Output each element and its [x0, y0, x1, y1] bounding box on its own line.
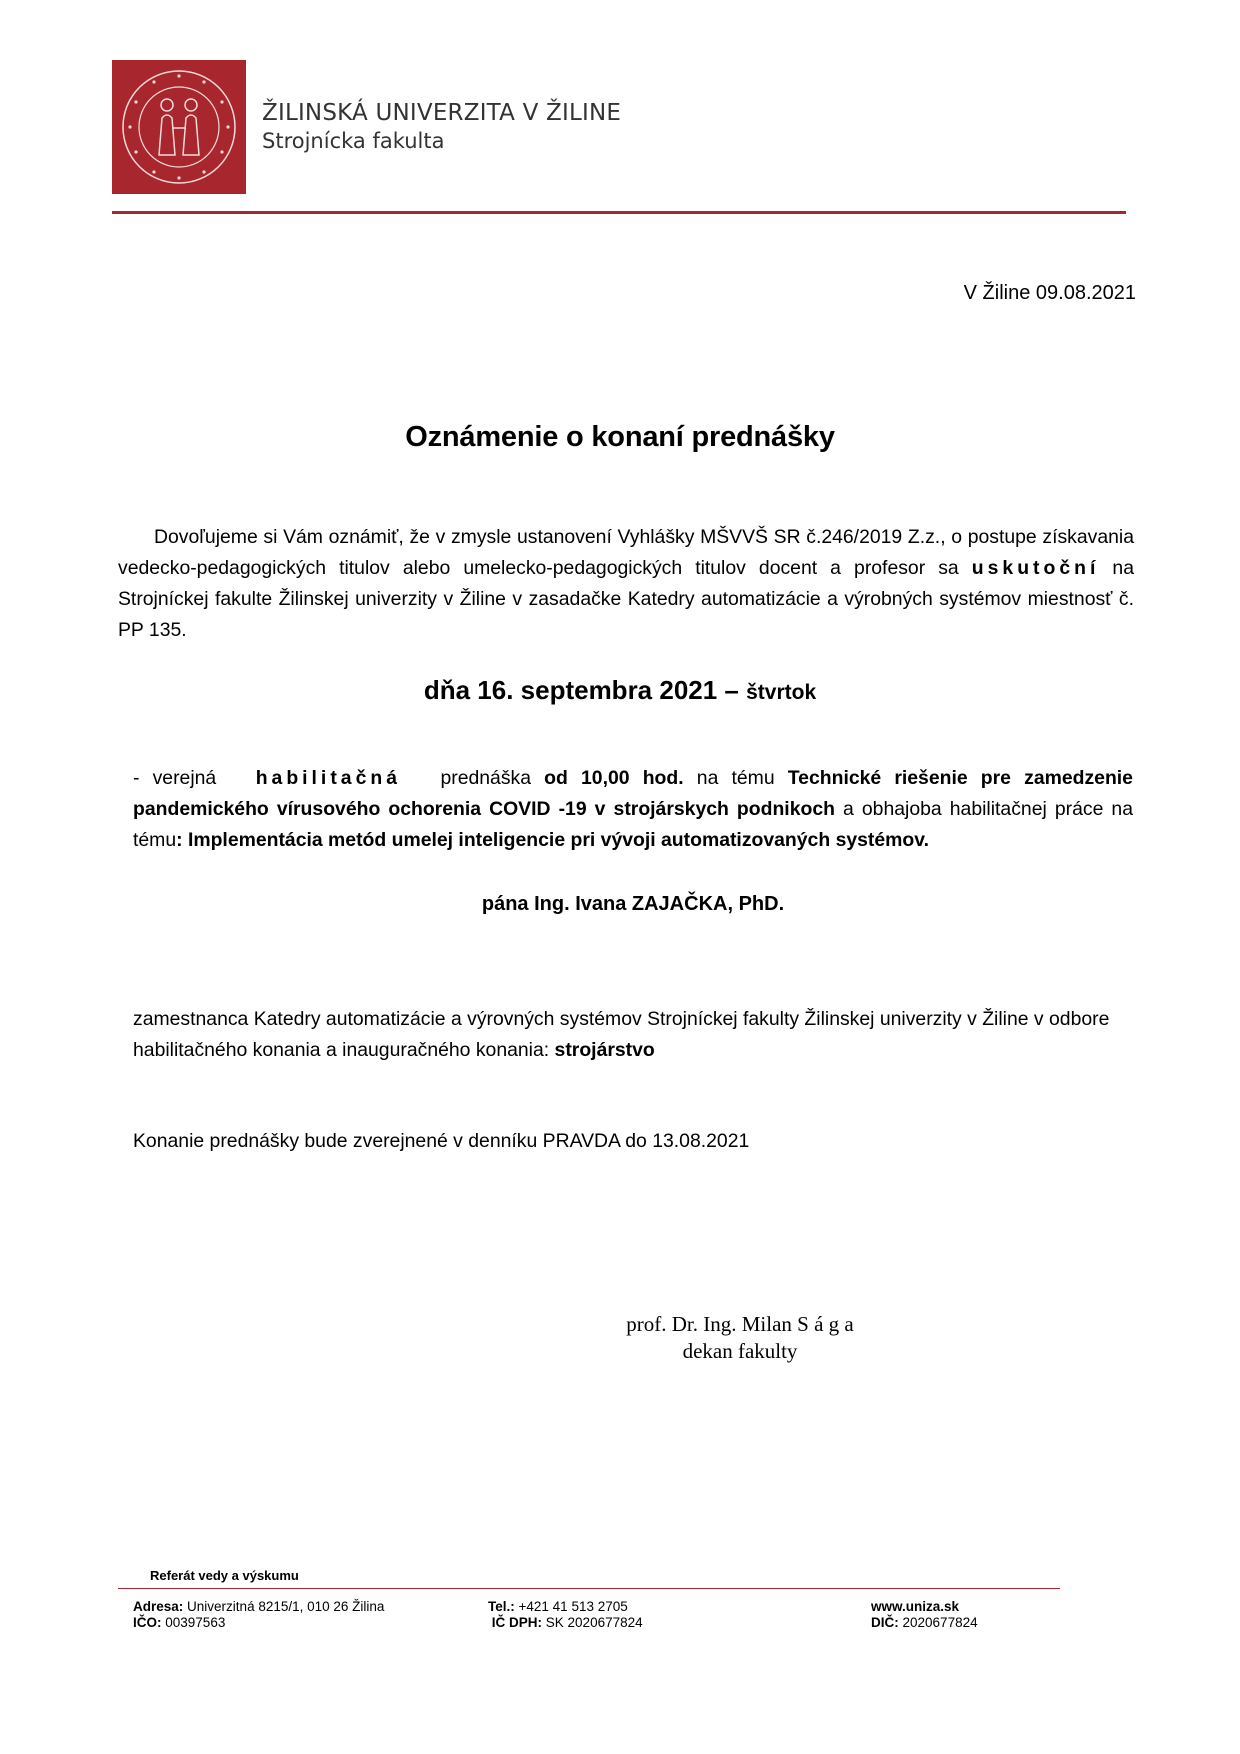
intro-part2: na Strojníckej fakulte Žilinskej univerzity v Žiline v zasadačke Katedry automatizácie a výrobných systémov miestnosť č. PP 135.	[118, 557, 1134, 641]
faculty-name: Strojnícka fakulta	[262, 129, 445, 153]
defense-topic: : Implementácia metód umelej inteligencie pri vývoji automatizovaných systémov.	[176, 829, 929, 851]
document-title: Oznámenie o konaní prednášky	[405, 421, 835, 453]
header-divider	[112, 211, 1126, 214]
employee-paragraph	[133, 1004, 1133, 1066]
tel-value: +421 41 513 2705	[518, 1599, 628, 1614]
publication-note: Konanie prednášky bude zverejnené v denníku PRAVDA do 13.08.2021	[133, 1130, 750, 1152]
signatory-role: dekan fakulty	[682, 1339, 798, 1363]
footer-web-col	[871, 1599, 978, 1631]
lecture-prefix: - verejná	[133, 767, 217, 789]
lecture-word: prednáška	[440, 767, 532, 789]
university-name: ŽILINSKÁ UNIVERZITA V ŽILINE	[262, 100, 622, 126]
university-seal-icon	[112, 60, 246, 194]
dic-value: 2020677824	[902, 1615, 978, 1630]
footer-divider	[118, 1588, 1060, 1589]
website-link[interactable]: www.uniza.sk	[871, 1599, 960, 1614]
signatory-name: prof. Dr. Ing. Milan S á g a	[626, 1312, 854, 1336]
lecture-time: od 10,00 hod.	[544, 767, 684, 789]
footer-department: Referát vedy a výskumu	[150, 1568, 299, 1583]
lecture-date-text: dňa 16. septembra 2021 –	[423, 675, 739, 705]
footer-address-col	[133, 1599, 384, 1631]
employee-text: zamestnanca Katedry automatizácie a výrovných systémov Strojníckej fakulty Žilinskej univerzity v Žiline v odbore habilitačného konania a inauguračného konania:	[133, 1008, 1110, 1061]
icdph-value: SK 2020677824	[545, 1615, 643, 1630]
icdph-label: IČ DPH:	[491, 1615, 543, 1630]
intro-paragraph	[118, 522, 1134, 646]
lecture-type: habilitačná	[255, 767, 401, 789]
lecture-weekday: štvrtok	[746, 681, 817, 704]
lecture-topic-intro: na tému	[696, 767, 775, 789]
signature-block	[560, 1311, 920, 1365]
tel-label: Tel.:	[488, 1599, 515, 1614]
lecture-paragraph	[133, 763, 1133, 856]
lecture-topic: Technické riešenie pre zamedzenie pandemického vírusového ochorenia COVID -19 v strojárskych podnikoch	[133, 767, 1133, 820]
address-value: Univerzitná 8215/1, 010 26 Žilina	[187, 1599, 385, 1614]
footer-contact-col	[488, 1599, 643, 1631]
intro-part1: Dovoľujeme si Vám oznámiť, že v zmysle ustanovení Vyhlášky MŠVVŠ SR č.246/2019 Z.z., o postupe získavania vedecko-pedagogických titulov alebo umelecko-pedagogických titulov docent a profesor sa	[118, 526, 1134, 579]
candidate-name: pána Ing. Ivana ZAJAČKA, PhD.	[481, 893, 785, 915]
ico-value: 00397563	[165, 1615, 226, 1630]
lecture-date	[0, 675, 1240, 706]
defense-intro: a obhajoba habilitačnej práce na tému	[133, 798, 1134, 851]
intro-emphasis: uskutoční	[971, 557, 1100, 579]
employee-field: strojárstvo	[554, 1039, 655, 1061]
ico-label: IČO:	[133, 1615, 162, 1630]
dic-label: DIČ:	[871, 1615, 899, 1630]
university-logo	[112, 60, 246, 194]
address-label: Adresa:	[133, 1599, 184, 1614]
place-date: V Žiline 09.08.2021	[963, 282, 1136, 304]
